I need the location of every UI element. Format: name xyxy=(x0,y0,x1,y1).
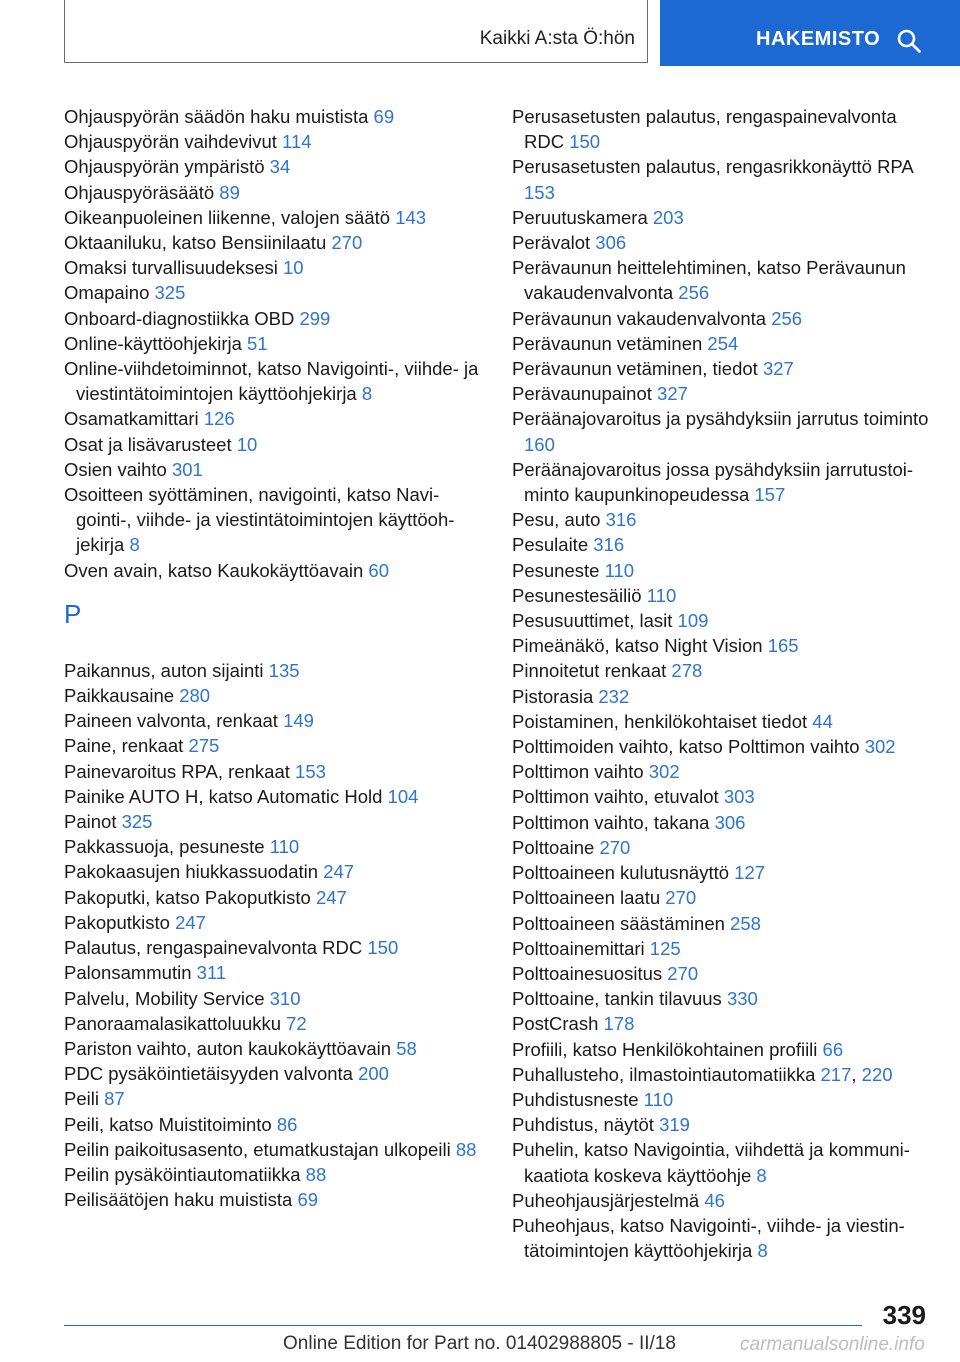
tab-index[interactable] xyxy=(660,0,960,66)
index-entry-text: Perävaunupainot xyxy=(512,383,652,405)
index-entry xyxy=(64,1112,484,1137)
index-entry xyxy=(64,809,484,834)
index-entry xyxy=(64,129,484,154)
index-entry xyxy=(512,709,932,734)
page-reference-link[interactable]: 88 xyxy=(455,1138,477,1160)
page-reference-link[interactable]: 149 xyxy=(283,710,314,732)
page-reference-link[interactable]: 306 xyxy=(714,811,746,833)
index-entry xyxy=(512,1137,932,1187)
index-entry-text: Pesusuuttimet, lasit xyxy=(512,610,673,632)
page-reference-link[interactable]: 200 xyxy=(358,1063,389,1085)
index-entry-text: Puhdistus, näytöt xyxy=(512,1114,654,1136)
index-entry-text: Pakoputkisto xyxy=(64,911,170,933)
page-reference-link[interactable]: 311 xyxy=(196,962,227,984)
index-entry xyxy=(512,255,932,305)
tab-a-to-z-label: Kaikki A:sta Ö:hön xyxy=(479,28,635,49)
index-column-left xyxy=(64,104,484,1212)
index-entry-text: Polttimon vaihto xyxy=(512,761,644,783)
index-entry-text: Palvelu, Mobility Service xyxy=(64,987,265,1009)
index-list-p-continued xyxy=(512,104,932,1263)
page-reference-link[interactable]: 247 xyxy=(323,861,355,883)
index-entry xyxy=(512,1087,932,1112)
page-number: 339 xyxy=(882,1300,926,1330)
footer-divider xyxy=(64,1325,862,1326)
index-entry-text: Puhelin, katso Navigointia, viihdettä ja kommunikaatiota koskeva käyttöohje xyxy=(512,1139,910,1186)
index-entry xyxy=(512,633,932,658)
page-reference-link[interactable]: 301 xyxy=(171,458,203,480)
page-reference-link[interactable]: 150 xyxy=(569,131,601,153)
index-entry-text: Oktaaniluku, katso Bensiinilaatu xyxy=(64,232,327,254)
index-entry-text: Ohjauspyörän vaihdevivut xyxy=(64,131,277,153)
index-entry-text: Polttoaine xyxy=(512,836,595,858)
index-entry xyxy=(512,658,932,683)
page-reference-link[interactable]: 87 xyxy=(104,1088,125,1110)
index-entry-text: Puheohjaus, katso Navigointi-, viihde- ja viestintätoimintojen käyttöohjekirja xyxy=(512,1214,905,1262)
index-entry-text: Pistorasia xyxy=(512,685,594,707)
page-reference-link[interactable]: 60 xyxy=(368,559,389,581)
index-entry-text: Puheohjausjärjestelmä xyxy=(512,1189,700,1211)
index-entry-text: Osamatkamittari xyxy=(64,408,199,430)
index-entry-text: PostCrash xyxy=(512,1013,599,1035)
index-entry xyxy=(64,406,484,431)
index-list-p xyxy=(64,658,484,1212)
page-reference-link[interactable]: 44 xyxy=(812,710,833,732)
page-reference-link[interactable]: 325 xyxy=(154,282,186,304)
index-entry-text: Profiili, katso Henkilökohtainen profiili xyxy=(512,1038,818,1060)
index-entry xyxy=(512,810,932,835)
page-reference-link[interactable]: 319 xyxy=(659,1114,690,1136)
index-entry xyxy=(512,860,932,885)
index-entry-text: Polttoaine, tankin tilavuus xyxy=(512,988,722,1010)
page-reference-link[interactable]: 247 xyxy=(175,911,206,933)
index-entry xyxy=(512,154,932,204)
page-reference-link[interactable]: 58 xyxy=(396,1037,417,1059)
index-entry-text: Perävalot xyxy=(512,232,591,254)
index-entry xyxy=(64,859,484,884)
index-entry-text: Peili xyxy=(64,1088,99,1110)
page-reference-link[interactable]: 247 xyxy=(315,886,347,908)
page-reference-link[interactable]: 310 xyxy=(269,987,301,1009)
index-entry-text: Pakkassuoja, pesuneste xyxy=(64,836,265,858)
index-entry-text: Omaksi turvallisuudeksesi xyxy=(64,257,278,279)
page-reference-link[interactable]: 8 xyxy=(129,534,140,556)
index-entry-text: Pakokaasujen hiukkassuodatin xyxy=(64,861,319,883)
page-reference-link[interactable]: 143 xyxy=(395,206,427,228)
index-entry-text: Peilin paikoitusasento, etumatkustajan ulkopeili xyxy=(64,1138,451,1160)
index-entry xyxy=(64,558,484,583)
index-entry-text: Peili, katso Muistitoiminto xyxy=(64,1113,272,1135)
index-entry xyxy=(512,1188,932,1213)
index-entry-text: Pimeänäkö, katso Night Vision xyxy=(512,635,763,657)
index-entry xyxy=(512,331,932,356)
index-entry xyxy=(64,910,484,935)
page-reference-link[interactable]: 203 xyxy=(652,206,684,228)
index-entry xyxy=(512,936,932,961)
index-entry-text: Polttoainesuositus xyxy=(512,962,663,984)
index-entry xyxy=(512,583,932,608)
index-entry-text: Polttimoiden vaihto, katso Polttimon vaihto xyxy=(512,736,860,758)
index-entry-text: Painike AUTO H, katso Automatic Hold xyxy=(64,785,383,807)
index-entry-text: Ohjauspyöräsäätö xyxy=(64,181,215,203)
page-reference-link[interactable]: 110 xyxy=(646,584,677,606)
page-reference-link[interactable]: 160 xyxy=(524,433,555,455)
index-entry xyxy=(64,1137,484,1162)
page-reference-link[interactable]: 153 xyxy=(295,760,326,782)
index-entry xyxy=(512,835,932,860)
index-entry xyxy=(512,406,932,456)
search-icon[interactable] xyxy=(896,28,922,54)
index-entry xyxy=(64,1086,484,1111)
page-reference-link[interactable]: 178 xyxy=(603,1013,635,1035)
index-entry xyxy=(64,784,484,809)
index-entry xyxy=(512,558,932,583)
page-reference-link[interactable]: 89 xyxy=(219,181,240,203)
index-entry-text: Peräänajovaroitus jossa pysähdyksiin jarrutustoiminto kaupunkinopeudessa xyxy=(512,458,914,506)
index-entry xyxy=(512,684,932,709)
page-reference-link[interactable]: 127 xyxy=(734,862,766,884)
index-entry xyxy=(64,482,484,558)
page-reference-link[interactable]: 270 xyxy=(667,962,699,984)
index-entry xyxy=(64,255,484,280)
index-entry-text: Peilin pysäköintiautomatiikka xyxy=(64,1163,301,1185)
tab-a-to-z[interactable] xyxy=(64,0,648,63)
page-reference-link[interactable]: 153 xyxy=(524,181,555,203)
index-entry xyxy=(64,885,484,910)
index-entry: Puhallusteho, ilmastointiautomatiikka 217, 220 xyxy=(512,1063,893,1085)
page-reference-link[interactable]: 110 xyxy=(269,836,300,858)
index-entry xyxy=(512,961,932,986)
page-reference-link[interactable]: 72 xyxy=(286,1012,307,1034)
index-entry xyxy=(512,608,932,633)
index-entry xyxy=(64,104,484,129)
index-entry-text: Paine, renkaat xyxy=(64,735,184,757)
index-entry-text: Onboard-diagnostiikka OBD xyxy=(64,307,295,329)
index-entry-text: Polttoaineen säästäminen xyxy=(512,912,725,934)
page-reference-link[interactable]: 110 xyxy=(643,1088,674,1110)
page-reference-link[interactable]: 232 xyxy=(598,685,630,707)
index-entry xyxy=(64,986,484,1011)
index-entry xyxy=(64,1011,484,1036)
index-entry xyxy=(64,759,484,784)
index-entry-text: Pinnoitetut renkaat xyxy=(512,660,667,682)
page-reference-link[interactable]: 299 xyxy=(299,307,331,329)
page-reference-link[interactable]: 220 xyxy=(861,1063,893,1085)
index-entry xyxy=(64,960,484,985)
section-letter: P xyxy=(64,598,82,629)
index-entry xyxy=(512,759,932,784)
footer-edition-text: Online Edition for Part no. 01402988805 - II/18 xyxy=(283,1333,676,1354)
index-entry xyxy=(64,1036,484,1061)
index-entry-text: Polttoaineen kulutusnäyttö xyxy=(512,862,730,884)
index-entry xyxy=(512,911,932,936)
page-reference-link[interactable]: 303 xyxy=(723,786,755,808)
page-reference-link[interactable]: 270 xyxy=(599,836,631,858)
page-reference-link[interactable]: 306 xyxy=(595,232,627,254)
index-entry xyxy=(64,935,484,960)
footer-watermark: carmanualsonline.info xyxy=(740,1334,925,1355)
index-entry-text: Perusasetusten palautus, rengasrikkonäyttö RPA xyxy=(512,156,913,178)
top-navigation xyxy=(0,0,960,66)
page-reference-link[interactable]: 104 xyxy=(387,785,419,807)
index-entry-text: Ohjauspyörän ympäristö xyxy=(64,156,265,178)
index-entry-text: Palonsammutin xyxy=(64,962,192,984)
index-entry-text: Pesulaite xyxy=(512,534,589,556)
index-entry-text: Pakoputki, katso Pakoputkisto xyxy=(64,886,311,908)
index-entry-text: Palautus, rengaspainevalvonta RDC xyxy=(64,937,363,959)
page-reference-link[interactable]: 135 xyxy=(268,659,300,681)
index-entry-text: Perävaunun vetäminen xyxy=(512,332,703,354)
index-entry-text: Online-viihdetoiminnot, katso Navigointi-, viihde- ja viestintätoimintojen käyttöohjekirja xyxy=(64,358,479,405)
page-reference-link[interactable]: 69 xyxy=(297,1189,319,1211)
index-entry-text: Omapaino xyxy=(64,282,150,304)
page-reference-link[interactable]: 330 xyxy=(726,988,758,1010)
index-entry-text: Paineen valvonta, renkaat xyxy=(64,710,278,732)
index-entry-text: Paikkausaine xyxy=(64,685,175,707)
index-entry xyxy=(64,733,484,758)
page-reference-link[interactable]: 109 xyxy=(677,610,709,632)
page-reference-link[interactable]: 51 xyxy=(247,332,268,354)
page-reference-link[interactable]: 157 xyxy=(754,484,786,506)
page-reference-link[interactable]: 302 xyxy=(864,736,896,758)
page-reference-link[interactable]: 114 xyxy=(282,131,312,153)
index-entry xyxy=(512,734,932,759)
page-reference-link[interactable]: 278 xyxy=(671,660,703,682)
index-entry-text: Oven avain, katso Kaukokäyttöavain xyxy=(64,559,364,581)
page-reference-link[interactable]: 8 xyxy=(757,1240,768,1262)
index-entry xyxy=(64,331,484,356)
index-entry xyxy=(64,457,484,482)
index-entry xyxy=(64,230,484,255)
page-reference-link[interactable]: 34 xyxy=(269,156,291,178)
index-entry xyxy=(64,306,484,331)
page-reference-link[interactable]: 327 xyxy=(657,383,688,405)
page-reference-link[interactable]: 316 xyxy=(605,509,637,531)
index-entry xyxy=(512,1011,932,1036)
page-reference-link[interactable]: 126 xyxy=(203,408,235,430)
page-reference-link[interactable]: 280 xyxy=(179,685,211,707)
index-entry xyxy=(64,1061,484,1086)
page-reference-link[interactable]: 217 xyxy=(820,1063,852,1085)
index-entry-text: Polttoaineen laatu xyxy=(512,887,661,909)
page-reference-link[interactable]: 256 xyxy=(771,307,803,329)
index-entry-text: Polttimon vaihto, etuvalot xyxy=(512,786,719,808)
page-reference-link[interactable]: 275 xyxy=(188,735,220,757)
page-reference-link[interactable]: 10 xyxy=(283,257,304,279)
page-reference-link[interactable]: 270 xyxy=(665,887,697,909)
index-list-o xyxy=(64,104,484,583)
index-entry xyxy=(512,306,932,331)
page-reference-link[interactable]: 86 xyxy=(276,1113,298,1135)
index-entry xyxy=(64,708,484,733)
index-entry-text: Pesuneste xyxy=(512,559,600,581)
index-entry xyxy=(512,1213,932,1263)
index-entry xyxy=(64,180,484,205)
index-entry-text: Pesunestesäiliö xyxy=(512,584,642,606)
page-reference-link[interactable]: 88 xyxy=(305,1163,327,1185)
index-entry-text: Perävaunun vetäminen, tiedot xyxy=(512,358,758,380)
page-reference-link[interactable]: 125 xyxy=(649,937,681,959)
index-entry xyxy=(512,885,932,910)
index-entry-text: Osat ja lisävarusteet xyxy=(64,433,232,455)
page-reference-link[interactable]: 325 xyxy=(121,811,153,833)
page-reference-link[interactable]: 8 xyxy=(361,383,373,405)
index-entry-text: Perusasetusten palautus, rengaspainevalvonta RDC xyxy=(512,106,897,153)
page-reference-link[interactable]: 254 xyxy=(707,332,739,354)
index-entry-text: Puhdistusneste xyxy=(512,1088,639,1110)
index-entry-text: Pesu, auto xyxy=(512,509,601,531)
index-entry xyxy=(512,532,932,557)
index-entry-text: Pariston vaihto, auton kaukokäyttöavain xyxy=(64,1037,392,1059)
index-entry xyxy=(64,683,484,708)
index-entry-text: Paikannus, auton sijainti xyxy=(64,659,264,681)
index-entry xyxy=(512,507,932,532)
index-entry-text: Poistaminen, henkilökohtaiset tiedot xyxy=(512,710,808,732)
page-reference-link[interactable]: 327 xyxy=(762,358,794,380)
index-entry-text: Polttoainemittari xyxy=(512,937,645,959)
page-reference-link[interactable]: 69 xyxy=(373,106,395,127)
index-entry xyxy=(512,1112,932,1137)
index-entry-text: Painot xyxy=(64,811,117,833)
index-entry-text: Panoraamalasikattoluukku xyxy=(64,1012,281,1034)
tab-index-label: HAKEMISTO xyxy=(756,28,881,50)
index-entry xyxy=(64,834,484,859)
index-entry xyxy=(64,356,484,406)
index-entry-text: Puhallusteho, ilmastointiautomatiikka xyxy=(512,1063,816,1085)
index-column-right xyxy=(512,104,932,1263)
index-entry xyxy=(64,1187,484,1212)
index-entry xyxy=(512,205,932,230)
page-reference-link[interactable]: 270 xyxy=(331,232,363,254)
index-entry xyxy=(64,205,484,230)
index-entry-text: Ohjauspyörän säädön haku muistista xyxy=(64,106,369,127)
page-reference-link[interactable]: 46 xyxy=(704,1189,725,1211)
index-entry-text: Oikeanpuoleinen liikenne, valojen säätö xyxy=(64,206,391,228)
page-reference-link[interactable]: 8 xyxy=(756,1164,767,1186)
index-entry xyxy=(512,457,932,507)
index-entry xyxy=(512,381,932,406)
index-entry-text: Osoitteen syöttäminen, navigointi, katso Navigointi-, viihde- ja viestintätoimintojen käyttöohjekirja xyxy=(64,484,455,556)
page-reference-link[interactable]: 10 xyxy=(236,433,258,455)
page-reference-link[interactable]: 110 xyxy=(604,559,635,581)
index-entry-text: PDC pysäköintietäisyyden valvonta xyxy=(64,1063,353,1085)
index-entry xyxy=(64,154,484,179)
page-reference-link[interactable]: 165 xyxy=(767,635,799,657)
index-entry xyxy=(64,658,484,683)
index-entry xyxy=(512,986,932,1011)
index-entry-text: Polttimon vaihto, takana xyxy=(512,811,710,833)
index-entry-text: Perävaunun heittelehtiminen, katso Perävaunun vakaudenvalvonta xyxy=(512,257,906,304)
index-entry-text: Peilisäätöjen haku muistista xyxy=(64,1189,293,1211)
index-entry xyxy=(512,356,932,381)
page-reference-link[interactable]: 302 xyxy=(648,761,680,783)
index-entry-text: Online-käyttöohjekirja xyxy=(64,332,242,354)
index-entry xyxy=(64,1162,484,1187)
index-entry-text: Peruutuskamera xyxy=(512,206,648,228)
index-entry xyxy=(64,432,484,457)
index-entry-text: Peräänajovaroitus ja pysähdyksiin jarrutus toiminto xyxy=(512,408,929,430)
index-entry xyxy=(512,104,932,154)
index-entry-text: Painevaroitus RPA, renkaat xyxy=(64,760,290,782)
page-reference-link[interactable]: 258 xyxy=(730,912,761,934)
page-reference-link[interactable]: 150 xyxy=(367,937,399,959)
index-entry-text: Osien vaihto xyxy=(64,458,167,480)
index-entry xyxy=(64,280,484,305)
index-entry xyxy=(512,1037,932,1062)
page-reference-link[interactable]: 256 xyxy=(678,282,710,304)
index-entry-text: Perävaunun vakaudenvalvonta xyxy=(512,307,767,329)
index-entry xyxy=(512,784,932,809)
index-entry xyxy=(512,230,932,255)
page-reference-link[interactable]: 66 xyxy=(822,1038,844,1060)
page-reference-link[interactable]: 316 xyxy=(593,534,625,556)
